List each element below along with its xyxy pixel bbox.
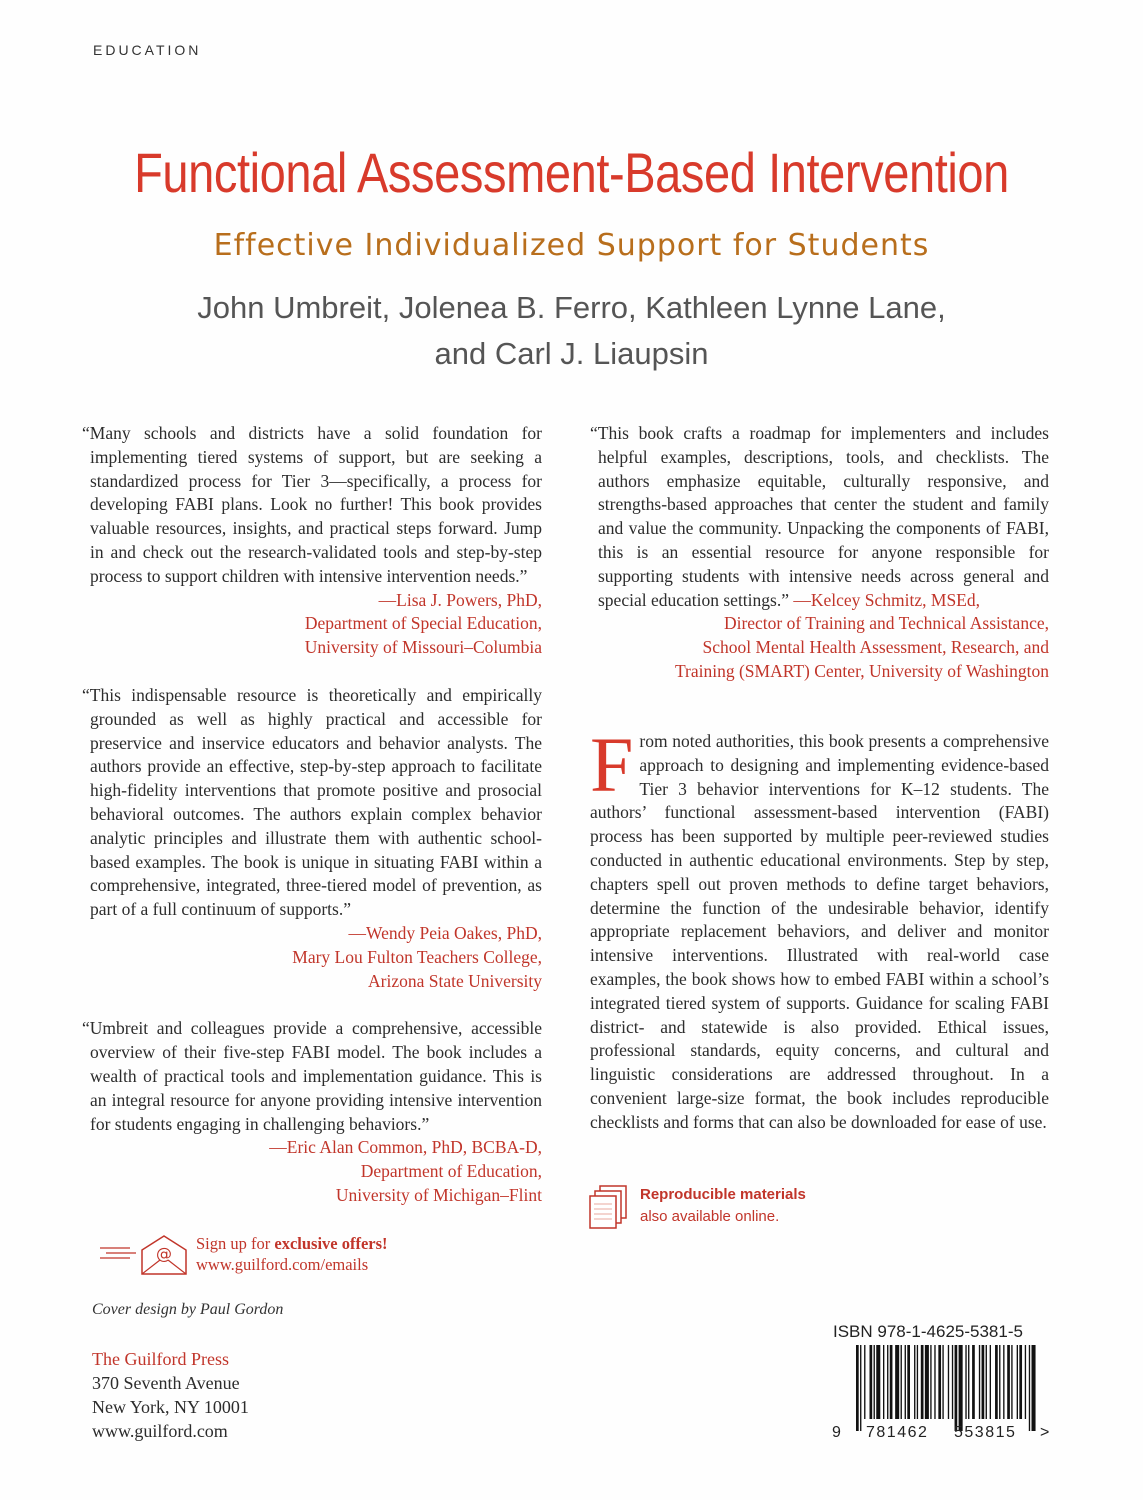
quote-text: “This indispensable resource is theoretically and empirically grounded as well as highly practical and accessible for preservice and inservice educators and behavior analysts. The authors provide an effective, step-by-step approach to facilitate high-fidelity interventions that promote positive and prosocial behavioral outcomes. The authors explain complex behavior analytic principles and illustrate them with authentic school-based examples. The book is unique in situating FABI within a comprehensive, integrated, three-tiered model of prevention, as part of a full continuum of supports.” <box>82 684 542 920</box>
barcode-bar <box>938 1345 941 1419</box>
isbn-barcode <box>832 1345 1052 1441</box>
barcode-bar <box>876 1345 880 1419</box>
barcode-bar <box>982 1345 985 1419</box>
barcode-bar <box>1019 1345 1022 1419</box>
right-column-quote <box>590 422 1049 684</box>
barcode-digits-right: 553815 <box>954 1424 1017 1441</box>
quote-attribution <box>82 589 542 660</box>
attribution-line: Mary Lou Fulton Teachers College, <box>292 946 542 967</box>
barcode-bar <box>905 1345 906 1419</box>
signup-text <box>196 1233 388 1275</box>
barcode-bar <box>860 1345 861 1431</box>
barcode-bar <box>921 1345 924 1419</box>
barcode-bar <box>925 1345 929 1419</box>
barcode-bar <box>968 1345 969 1419</box>
barcode-bar <box>874 1345 875 1419</box>
barcode-bar <box>952 1345 953 1419</box>
endorsement-quote <box>82 422 542 660</box>
barcode-bar <box>965 1345 966 1419</box>
barcode-bar <box>1003 1345 1004 1419</box>
publisher-city: New York, NY 10001 <box>92 1397 249 1417</box>
barcode-bar <box>959 1345 963 1431</box>
attribution-line: Arizona State University <box>368 970 542 991</box>
barcode-bar <box>895 1345 899 1419</box>
quote-attribution <box>82 922 542 993</box>
barcode-digits-left: 781462 <box>866 1424 929 1441</box>
barcode-bar <box>1011 1345 1012 1419</box>
barcode-bar <box>890 1345 893 1419</box>
document-stack-icon <box>588 1184 630 1230</box>
barcode-bar <box>995 1345 998 1419</box>
barcode-bar <box>979 1345 980 1419</box>
attribution-line: —Lisa J. Powers, PhD, <box>378 589 542 610</box>
email-signup[interactable] <box>98 1232 388 1276</box>
attribution-line: Department of Special Education, <box>304 613 542 634</box>
barcode-bar <box>986 1345 987 1419</box>
attribution-line: —Wendy Peia Oakes, PhD, <box>348 922 542 943</box>
barcode-bar <box>864 1345 865 1419</box>
barcode-bar <box>942 1345 943 1419</box>
svg-text:@: @ <box>156 1244 172 1263</box>
barcode-bar <box>990 1345 991 1419</box>
reproducible-line-1: Reproducible materials <box>640 1186 806 1203</box>
category-label: EDUCATION <box>93 42 202 58</box>
barcode-bar <box>856 1345 859 1431</box>
quote-text <box>590 422 1049 612</box>
attribution-line: Training (SMART) Center, University of Washington <box>674 660 1049 681</box>
reproducible-line-2: also available online. <box>640 1208 780 1225</box>
barcode-arrow: > <box>1040 1424 1050 1441</box>
endorsement-quote <box>82 684 542 993</box>
cover-credit: Cover design by Paul Gordon <box>92 1301 284 1318</box>
barcode-bar <box>930 1345 931 1419</box>
barcode-bar <box>1007 1345 1010 1419</box>
attribution-inline: —Kelcey Schmitz, MSEd, <box>793 589 980 610</box>
quote-attribution <box>82 1136 542 1207</box>
signup-link[interactable]: www.guilford.com/emails <box>196 1255 369 1274</box>
attribution-line: Department of Education, <box>360 1161 542 1182</box>
authors-line-2: and Carl J. Liaupsin <box>434 336 709 371</box>
barcode-bar <box>917 1345 918 1419</box>
barcode-bar <box>1025 1345 1026 1419</box>
drop-cap: F <box>590 721 634 808</box>
barcode-bar <box>955 1345 958 1431</box>
reproducible-materials-note <box>588 1184 806 1230</box>
barcode-bar <box>1029 1345 1030 1431</box>
isbn-label: ISBN 978-1-4625-5381-5 <box>833 1322 1023 1341</box>
barcode-bar <box>934 1345 935 1419</box>
email-envelope-icon <box>98 1232 188 1276</box>
endorsement-quote <box>590 422 1049 684</box>
barcode-digit-first: 9 <box>832 1424 841 1441</box>
barcode-bar <box>914 1345 915 1419</box>
description-text: rom noted authorities, this book presents a comprehensive approach to designing and implementing evidence-based Tier 3 behavior interventions for K–12 students. The authors’ functional assessment-based intervention (FABI) process has been supported by multiple peer-reviewed studies conducted in authentic educational environments. Step by step, chapters spell out proven methods to define target behaviors, determine the function of the undesirable behavior, identify appropriate replacement behaviors, and deliver and monitor intensive interventions. Illustrated with real-world case examples, the book shows how to embed FABI within a school’s integrated tiered system of supports. Guidance for scaling FABI district- and statewide is also provided. Ethical issues, professional standards, equity concerns, and cultural and linguistic considerations are addressed throughout. In a convenient large-size format, the book includes reproducible checklists and forms that can also be downloaded for ease of use. <box>590 731 1049 1132</box>
quote-attribution <box>590 612 1049 683</box>
book-description <box>590 721 1049 1135</box>
barcode-bar <box>1032 1345 1036 1431</box>
attribution-line: School Mental Health Assessment, Research, and <box>702 637 1049 658</box>
book-title: Functional Assessment-Based Intervention <box>134 141 1009 204</box>
barcode-bar <box>999 1345 1000 1419</box>
attribution-line: —Eric Alan Common, PhD, BCBA-D, <box>269 1137 542 1158</box>
barcode-bar <box>870 1345 873 1419</box>
quote-body: “This book crafts a roadmap for implementers and includes helpful examples, descriptions, tools, and checklists. The authors emphasize equitable, culturally responsive, and strengths-based approaches that center the student and family and value the community. Unpacking the components of FABI, this is an essential resource for anyone responsible for supporting students with intensive needs across general and special education settings.” <box>590 423 1049 610</box>
book-subtitle: Effective Individualized Support for Students <box>213 228 930 263</box>
attribution-line: University of Missouri–Columbia <box>304 637 542 658</box>
book-authors <box>0 285 1143 377</box>
quote-text: “Many schools and districts have a solid foundation for implementing tiered systems of support, but are seeking a standardized process for Tier 3—specifically, a process for developing FABI plans. Look no further! This book provides valuable resources, insights, and practical steps forward. Jump in and check out the research-validated tools and step-by-step process to support children with intensive intervention needs.” <box>82 423 542 586</box>
barcode-bar <box>907 1345 910 1419</box>
left-column-quotes <box>82 422 542 1208</box>
publisher-name: The Guilford Press <box>92 1349 229 1369</box>
barcode-bar <box>887 1345 888 1419</box>
publisher-website[interactable]: www.guilford.com <box>92 1421 228 1441</box>
barcode-bar <box>972 1345 975 1419</box>
reproducible-text <box>640 1184 806 1228</box>
publisher-street: 370 Seventh Avenue <box>92 1373 240 1393</box>
barcode-bar <box>948 1345 949 1419</box>
barcode-bar <box>1017 1345 1018 1419</box>
quote-text: “Umbreit and colleagues provide a comprehensive, accessible overview of their five-step FABI model. The book includes a wealth of practical tools and implementation guidance. This is an integral resource for anyone providing intensive intervention for students engaging in challenging behaviors.” <box>82 1018 542 1134</box>
signup-offer: exclusive offers! <box>274 1234 388 1253</box>
signup-prefix: Sign up for <box>196 1234 275 1253</box>
authors-line-1: John Umbreit, Jolenea B. Ferro, Kathleen Lynne Lane, <box>197 290 946 325</box>
attribution-line: University of Michigan–Flint <box>335 1184 542 1205</box>
endorsement-quote <box>82 1017 542 1207</box>
barcode-bar <box>901 1345 902 1419</box>
publisher-info <box>92 1347 249 1443</box>
barcode-bar <box>883 1345 884 1419</box>
attribution-line: Director of Training and Technical Assistance, <box>723 613 1049 634</box>
